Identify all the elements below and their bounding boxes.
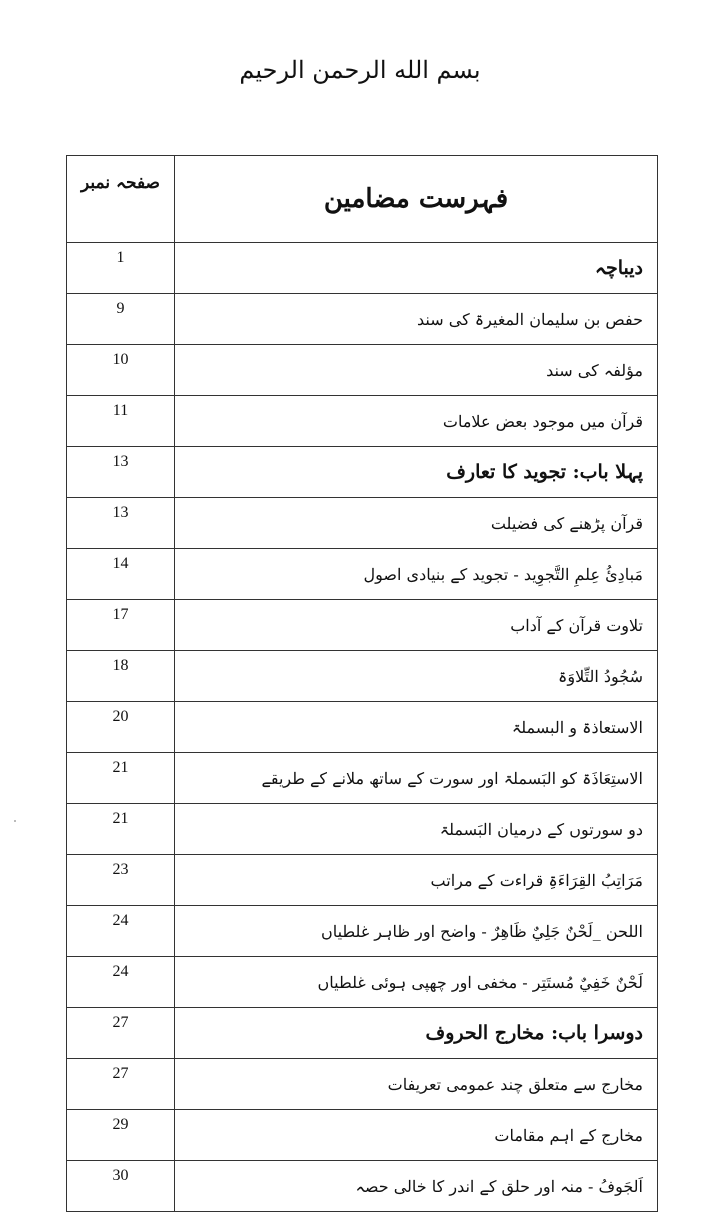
entry-title: مخارج کے اہم مقامات xyxy=(175,1110,658,1161)
toc-header-row xyxy=(67,156,658,243)
table-row xyxy=(67,651,658,702)
chapter-heading: دیباچہ xyxy=(175,243,658,294)
entry-title: مَبادِئُ عِلمِ التَّجوِید - تجوید کے بنیادی اصول xyxy=(175,549,658,600)
bismillah-calligraphy: بسم الله الرحمن الرحيم xyxy=(239,56,481,84)
entry-title: مؤلفہ کی سند xyxy=(175,345,658,396)
table-row xyxy=(67,1008,658,1059)
page-number: 20 xyxy=(67,702,175,753)
entry-title: الاستِعَاذَۃ کو البَسملۃ اور سورت کے ساتھ ملانے کے طریقے xyxy=(175,753,658,804)
page-number: 13 xyxy=(67,447,175,498)
table-row xyxy=(67,702,658,753)
entry-title: اَلجَوفُ - منہ اور حلق کے اندر کا خالی حصہ xyxy=(175,1161,658,1212)
page-number: 21 xyxy=(67,804,175,855)
entry-title: قرآن میں موجود بعض علامات xyxy=(175,396,658,447)
table-row xyxy=(67,855,658,906)
table-row xyxy=(67,294,658,345)
scan-speck xyxy=(14,820,16,822)
page-number: 17 xyxy=(67,600,175,651)
entry-title: لَحْنٌ خَفِيٌ مُستَتِر - مخفی اور چھپی ہوئی غلطیاں xyxy=(175,957,658,1008)
page-number: 18 xyxy=(67,651,175,702)
page-number: 24 xyxy=(67,906,175,957)
table-row xyxy=(67,549,658,600)
table-row xyxy=(67,804,658,855)
table-row xyxy=(67,600,658,651)
page-number: 29 xyxy=(67,1110,175,1161)
table-row xyxy=(67,906,658,957)
entry-title: حفص بن سلیمان المغیرۃ کی سند xyxy=(175,294,658,345)
entry-title: الاستعاذۃ و البسملۃ xyxy=(175,702,658,753)
table-row xyxy=(67,345,658,396)
page-number: 21 xyxy=(67,753,175,804)
page-number: 24 xyxy=(67,957,175,1008)
table-row xyxy=(67,243,658,294)
page-number: 11 xyxy=(67,396,175,447)
page-number: 13 xyxy=(67,498,175,549)
table-row xyxy=(67,957,658,1008)
table-row xyxy=(67,1161,658,1212)
page-number: 14 xyxy=(67,549,175,600)
entry-title: مَرَاتِبُ القِرَاءَۃِ قراءت کے مراتب xyxy=(175,855,658,906)
page-number: 23 xyxy=(67,855,175,906)
page-number: 1 xyxy=(67,243,175,294)
toc-body xyxy=(67,243,658,1212)
page-number: 10 xyxy=(67,345,175,396)
table-row xyxy=(67,396,658,447)
entry-title: تلاوت قرآن کے آداب xyxy=(175,600,658,651)
table-row xyxy=(67,1110,658,1161)
table-row xyxy=(67,1059,658,1110)
page-number: 27 xyxy=(67,1008,175,1059)
toc-title: فہرست مضامین xyxy=(175,156,658,243)
chapter-heading: دوسرا باب: مخارج الحروف xyxy=(175,1008,658,1059)
page-number: 27 xyxy=(67,1059,175,1110)
page-number-header: صفحہ نمبر xyxy=(67,156,175,243)
table-row xyxy=(67,753,658,804)
chapter-heading: پہلا باب: تجوید کا تعارف xyxy=(175,447,658,498)
entry-title: دو سورتوں کے درمیان البَسملۃ xyxy=(175,804,658,855)
entry-title: مخارج سے متعلق چند عمومی تعریفات xyxy=(175,1059,658,1110)
page-number: 9 xyxy=(67,294,175,345)
table-row xyxy=(67,498,658,549)
table-row xyxy=(67,447,658,498)
entry-title: قرآن پڑھنے کی فضیلت xyxy=(175,498,658,549)
table-of-contents xyxy=(66,155,658,1212)
page-number: 30 xyxy=(67,1161,175,1212)
entry-title: اللحن _لَحْنٌ جَلِيٌ ظَاهِرٌ - واضح اور ظاہر غلطیاں xyxy=(175,906,658,957)
entry-title: سُجُودُ التِّلاوَۃ xyxy=(175,651,658,702)
